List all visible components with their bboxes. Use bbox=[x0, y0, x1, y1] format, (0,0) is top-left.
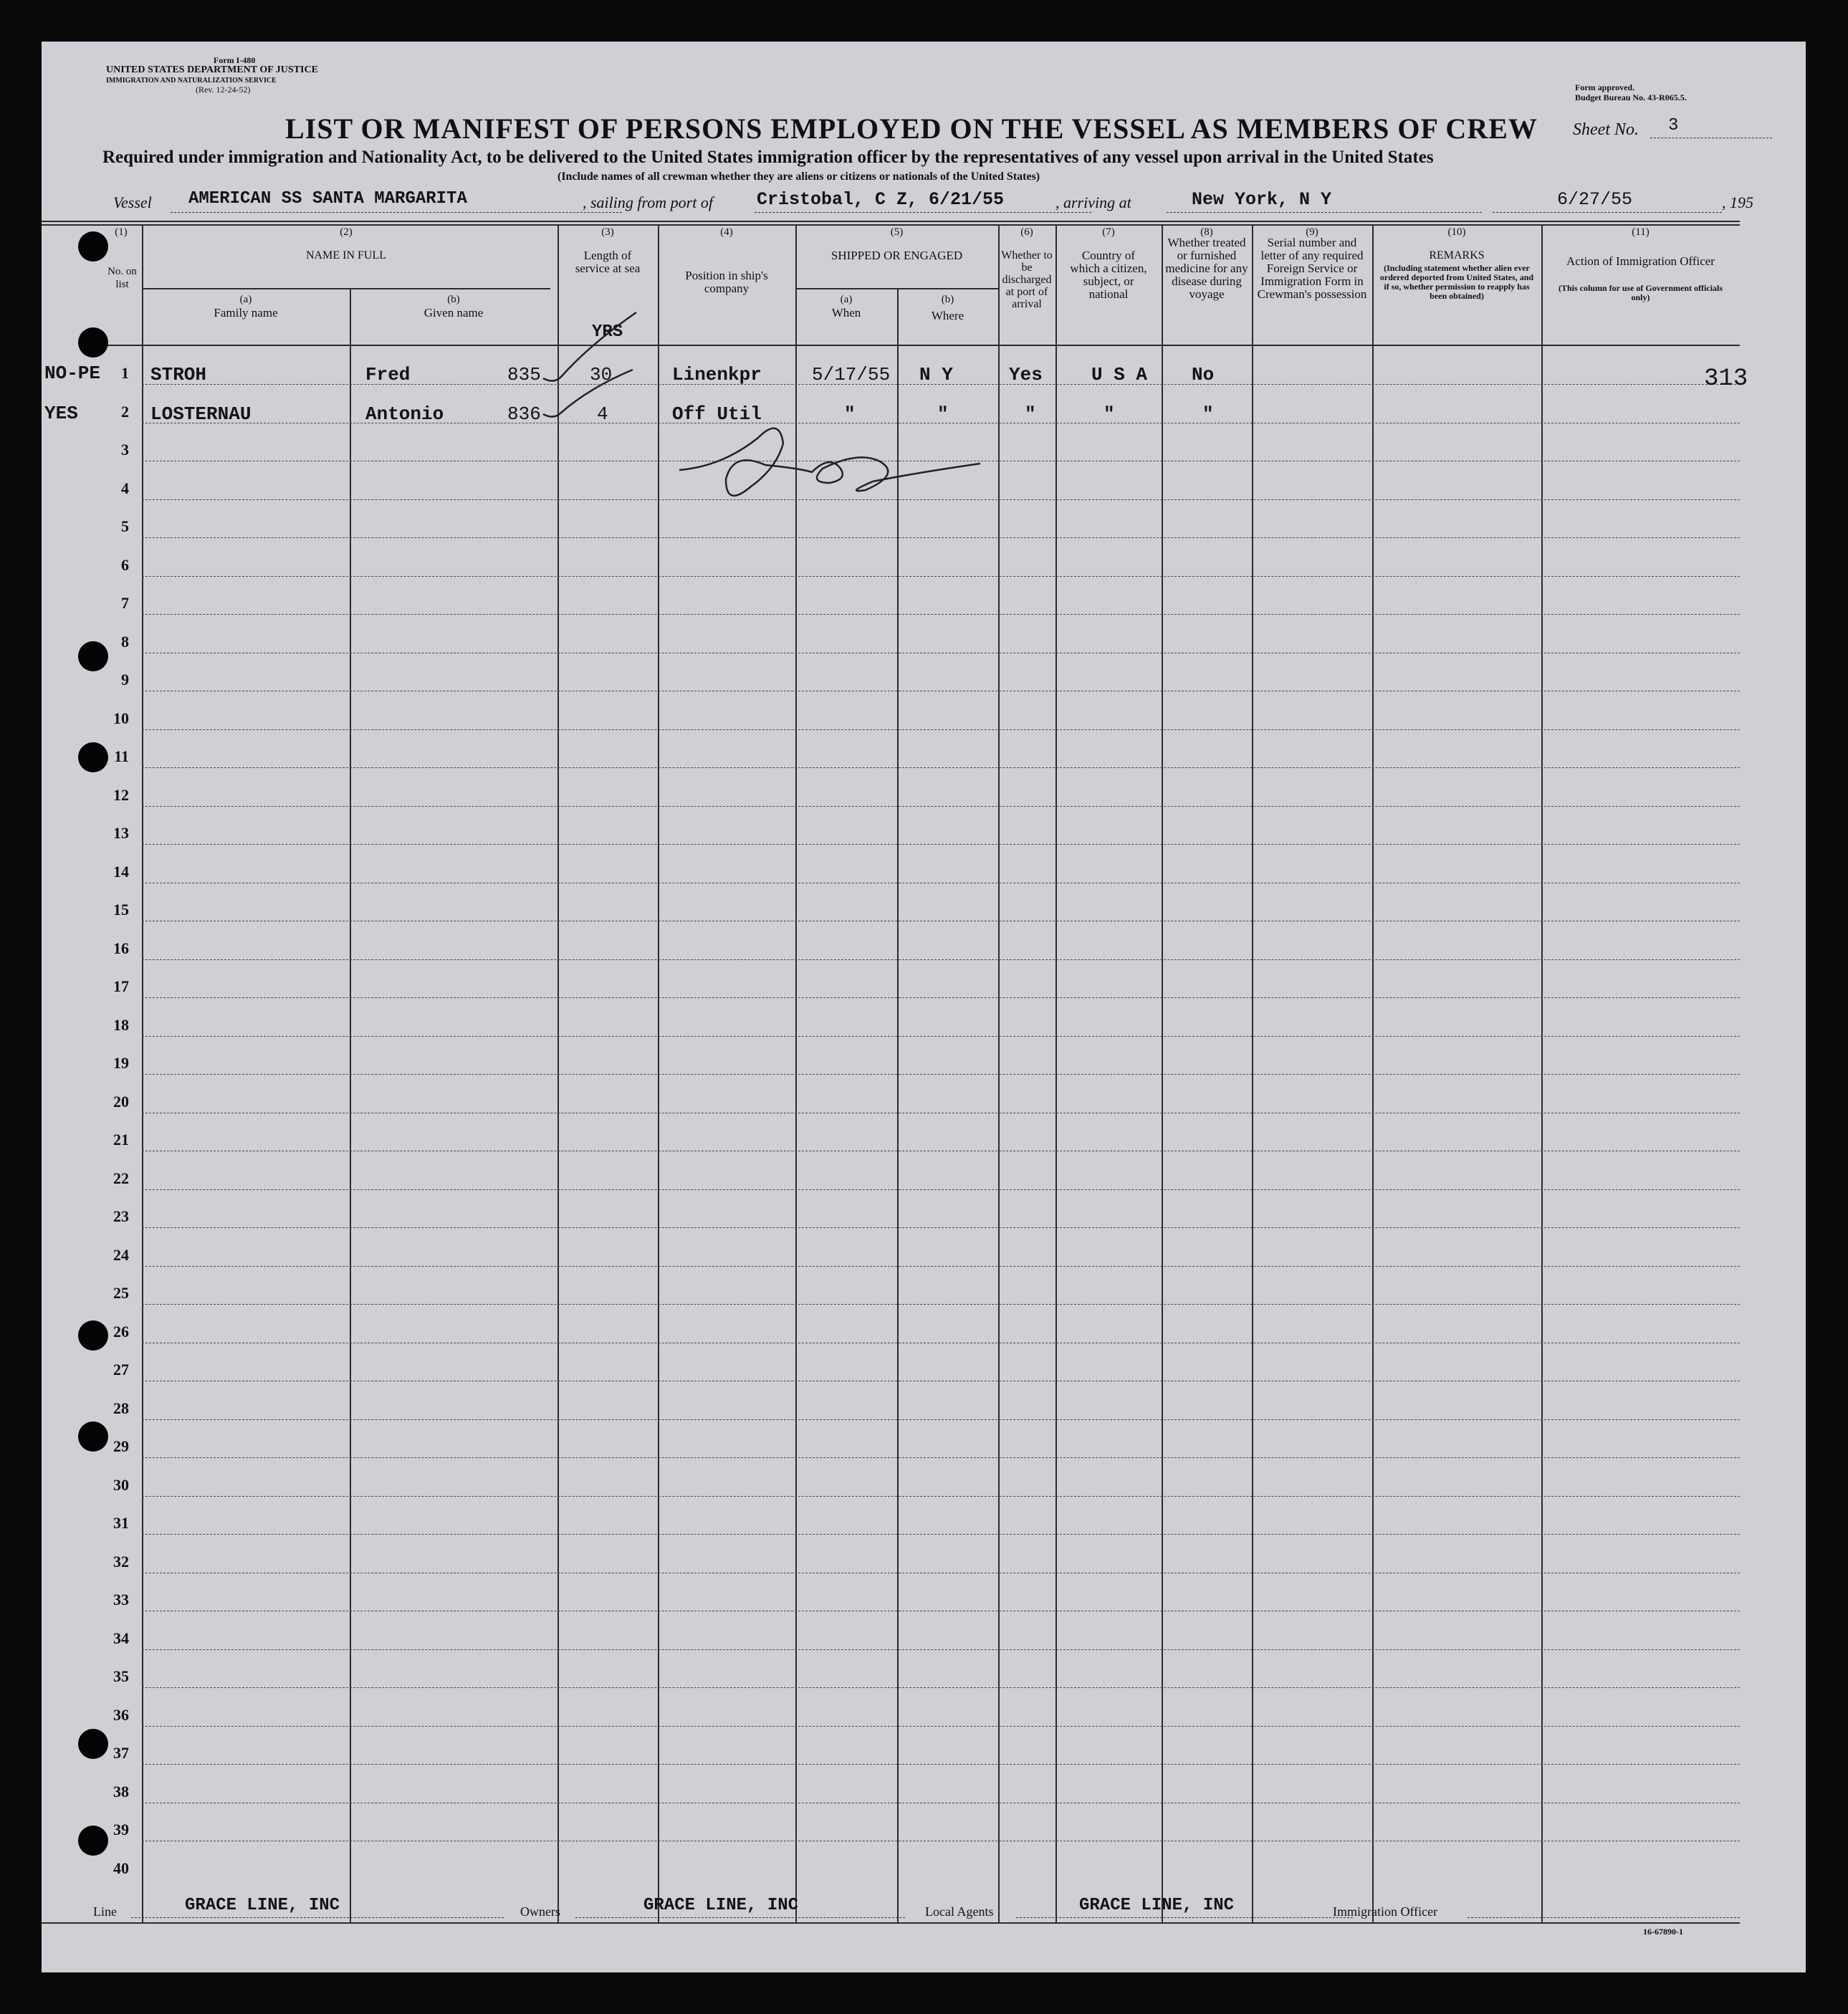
row-number: 6 bbox=[121, 555, 129, 574]
col5-label: SHIPPED OR ENGAGED bbox=[830, 249, 963, 262]
col2-number: (2) bbox=[340, 226, 353, 238]
col5b-label: Where bbox=[931, 309, 964, 322]
agents-label: Local Agents bbox=[925, 1904, 994, 1919]
form-subtitle: Required under immigration and Nationality Act, to be delivered to the United States immigration officer by the representatives of any vessel upon arrival in the United States bbox=[102, 148, 1434, 167]
row-number: 40 bbox=[113, 1859, 129, 1877]
row-number: 30 bbox=[113, 1475, 129, 1494]
row-number: 16 bbox=[113, 939, 129, 957]
sailing-from: Cristobal, C Z, 6/21/55 bbox=[757, 189, 1005, 210]
form-number: Form I-480 bbox=[214, 55, 256, 65]
col11-note: (This column for use of Government officials only) bbox=[1558, 283, 1723, 302]
col6-number: (6) bbox=[1020, 226, 1033, 238]
row-number: 39 bbox=[113, 1821, 129, 1838]
row-number: 18 bbox=[113, 1015, 129, 1034]
row-number: 15 bbox=[113, 901, 129, 919]
year-suffix: , 195 bbox=[1722, 193, 1753, 211]
line-underline bbox=[131, 1917, 504, 1918]
row-number: 14 bbox=[113, 862, 129, 881]
col8-label: Whether treated or furnished medicine for any disease during voyage bbox=[1165, 236, 1248, 301]
row1-country: U S A bbox=[1091, 364, 1148, 385]
row2-given-name: Antonio bbox=[365, 403, 444, 425]
row2-country: " bbox=[1103, 403, 1115, 425]
row1-check-mark bbox=[543, 312, 636, 381]
punch-hole bbox=[78, 742, 108, 772]
col9-number: (9) bbox=[1306, 226, 1318, 238]
col8-number: (8) bbox=[1200, 226, 1213, 238]
row-number: 34 bbox=[113, 1629, 129, 1647]
col3-unit: YRS bbox=[592, 322, 623, 342]
col2-label: NAME IN FULL bbox=[306, 249, 386, 262]
agency-line-2: IMMIGRATION AND NATURALIZATION SERVICE bbox=[106, 77, 277, 85]
row2-code: 836 bbox=[507, 403, 541, 425]
sheet-number: 3 bbox=[1668, 116, 1679, 135]
row-number: 28 bbox=[113, 1399, 129, 1417]
line-label: Line bbox=[93, 1904, 117, 1919]
row2-when: " bbox=[844, 403, 856, 425]
row-number: 35 bbox=[113, 1667, 129, 1685]
col11-label: Action of Immigration Officer bbox=[1566, 254, 1715, 268]
row-number: 37 bbox=[113, 1744, 129, 1762]
row-number: 4 bbox=[121, 479, 129, 497]
handwriting-overlay bbox=[42, 42, 1806, 1972]
row-number: 32 bbox=[113, 1552, 129, 1571]
row1-treated: No bbox=[1192, 364, 1215, 385]
col10-label: REMARKS bbox=[1429, 249, 1485, 262]
punch-hole bbox=[78, 327, 108, 358]
row-number: 29 bbox=[113, 1437, 129, 1455]
row1-action: 313 bbox=[1704, 365, 1748, 393]
row-number: 13 bbox=[113, 824, 129, 842]
row2-margin-note: YES bbox=[44, 403, 78, 424]
officer-underline bbox=[1468, 1917, 1740, 1918]
row-number: 1 bbox=[121, 364, 129, 382]
arriving-at: New York, N Y bbox=[1192, 189, 1332, 210]
col11-number: (11) bbox=[1632, 226, 1650, 238]
punch-hole bbox=[78, 1826, 108, 1856]
row2-years: 4 bbox=[597, 403, 608, 425]
form-note: (Include names of all crewman whether they are aliens or citizens or nationals of the United States) bbox=[557, 171, 1040, 183]
agency-line-1: UNITED STATES DEPARTMENT OF JUSTICE bbox=[106, 64, 318, 75]
row1-when: 5/17/55 bbox=[812, 364, 891, 385]
row1-margin-note: NO-PE bbox=[44, 363, 101, 384]
arriving-label: , arriving at bbox=[1055, 193, 1131, 211]
col9-label: Serial number and letter of any required Foreign Service or Immigration Form in Crewman's possession bbox=[1257, 236, 1367, 301]
owners-underline bbox=[575, 1917, 905, 1918]
col10-number: (10) bbox=[1447, 226, 1466, 238]
row1-years: 30 bbox=[590, 364, 613, 385]
row-number: 5 bbox=[121, 517, 129, 535]
row-number: 2 bbox=[121, 402, 129, 421]
row-number: 7 bbox=[121, 594, 129, 612]
punch-hole bbox=[78, 1729, 108, 1759]
manifest-sheet bbox=[42, 42, 1806, 1972]
owners-label: Owners bbox=[520, 1904, 560, 1919]
row-number: 8 bbox=[121, 632, 129, 651]
row-number: 21 bbox=[113, 1131, 129, 1149]
owners-company: GRACE LINE, INC bbox=[643, 1896, 799, 1915]
line-company: GRACE LINE, INC bbox=[185, 1896, 340, 1915]
row-number: 19 bbox=[113, 1054, 129, 1072]
col7-label: Country of which a citizen, subject, or national bbox=[1070, 249, 1147, 301]
punch-hole bbox=[78, 641, 108, 671]
col5-number: (5) bbox=[890, 226, 904, 238]
row-number: 27 bbox=[113, 1361, 129, 1378]
row2-family-name: LOSTERNAU bbox=[150, 403, 252, 425]
row2-check-mark bbox=[543, 370, 633, 417]
agents-underline bbox=[1016, 1917, 1353, 1918]
row-number: 36 bbox=[113, 1705, 129, 1724]
sheet-label: Sheet No. bbox=[1573, 120, 1639, 139]
col3-label: Length of service at sea bbox=[575, 249, 641, 275]
row1-where: N Y bbox=[919, 364, 953, 385]
vessel-name: AMERICAN SS SANTA MARGARITA bbox=[188, 189, 467, 208]
col3-number: (3) bbox=[601, 226, 614, 238]
col10-note: (Including statement whether alien ever ordered deported from United States, and if so, whether permission to reapply has been obtained) bbox=[1379, 263, 1534, 301]
row-number: 25 bbox=[113, 1284, 129, 1302]
col5a-label: When bbox=[831, 306, 861, 320]
approval-line-2: Budget Bureau No. 43-R065.5. bbox=[1575, 92, 1687, 102]
punch-hole bbox=[78, 1320, 108, 1351]
row-number: 33 bbox=[113, 1591, 129, 1608]
page-title: LIST OR MANIFEST OF PERSONS EMPLOYED ON THE VESSEL AS MEMBERS OF CREW bbox=[285, 112, 1538, 145]
col6-label: Whether to be discharged at port of arrival bbox=[1001, 249, 1053, 310]
row2-discharged: " bbox=[1025, 403, 1036, 425]
row-number: 31 bbox=[113, 1514, 129, 1532]
row1-discharged: Yes bbox=[1009, 364, 1043, 385]
row-number: 3 bbox=[121, 441, 129, 459]
col1-label: No. on list bbox=[107, 266, 137, 290]
row-number: 9 bbox=[121, 671, 129, 689]
col2b-number: (b) bbox=[447, 294, 460, 305]
row1-code: 835 bbox=[507, 364, 541, 385]
row2-treated: " bbox=[1202, 403, 1214, 425]
row1-given-name: Fred bbox=[365, 364, 411, 385]
col4-number: (4) bbox=[720, 226, 733, 238]
signature-scrawl bbox=[679, 428, 980, 496]
row-number: 26 bbox=[113, 1322, 129, 1341]
row1-position: Linenkpr bbox=[672, 364, 762, 385]
row1-family-name: STROH bbox=[150, 364, 207, 385]
col5b-number: (b) bbox=[941, 294, 954, 305]
row-number: 38 bbox=[113, 1782, 129, 1800]
vessel-label: Vessel bbox=[113, 193, 152, 211]
row-number: 10 bbox=[113, 709, 129, 727]
approval-line-1: Form approved. bbox=[1575, 82, 1635, 92]
col2b-label: Given name bbox=[423, 306, 484, 320]
col2a-label: Family name bbox=[214, 306, 278, 320]
row-number: 20 bbox=[113, 1092, 129, 1111]
col5a-number: (a) bbox=[840, 294, 853, 305]
row-number: 23 bbox=[113, 1207, 129, 1225]
arrival-date: 6/27/55 bbox=[1557, 189, 1633, 210]
row2-position: Off Util bbox=[672, 403, 762, 425]
row-number: 24 bbox=[113, 1245, 129, 1264]
sailing-label: , sailing from port of bbox=[583, 193, 713, 211]
print-code: 16-67890-1 bbox=[1643, 1927, 1683, 1937]
col1-number: (1) bbox=[115, 226, 128, 238]
punch-hole bbox=[78, 1421, 108, 1452]
row-number: 17 bbox=[113, 977, 129, 995]
row2-where: " bbox=[937, 403, 949, 425]
row-number: 12 bbox=[113, 785, 129, 804]
col4-label: Position in ship's company bbox=[685, 269, 768, 295]
agents-company: GRACE LINE, INC bbox=[1079, 1896, 1235, 1915]
row-number: 11 bbox=[114, 747, 129, 765]
row-number: 22 bbox=[113, 1169, 129, 1187]
form-revision: (Rev. 12-24-52) bbox=[196, 85, 251, 95]
col7-number: (7) bbox=[1102, 226, 1115, 238]
officer-label: Immigration Officer bbox=[1333, 1904, 1438, 1919]
col2a-number: (a) bbox=[239, 294, 252, 305]
punch-hole bbox=[78, 231, 108, 262]
